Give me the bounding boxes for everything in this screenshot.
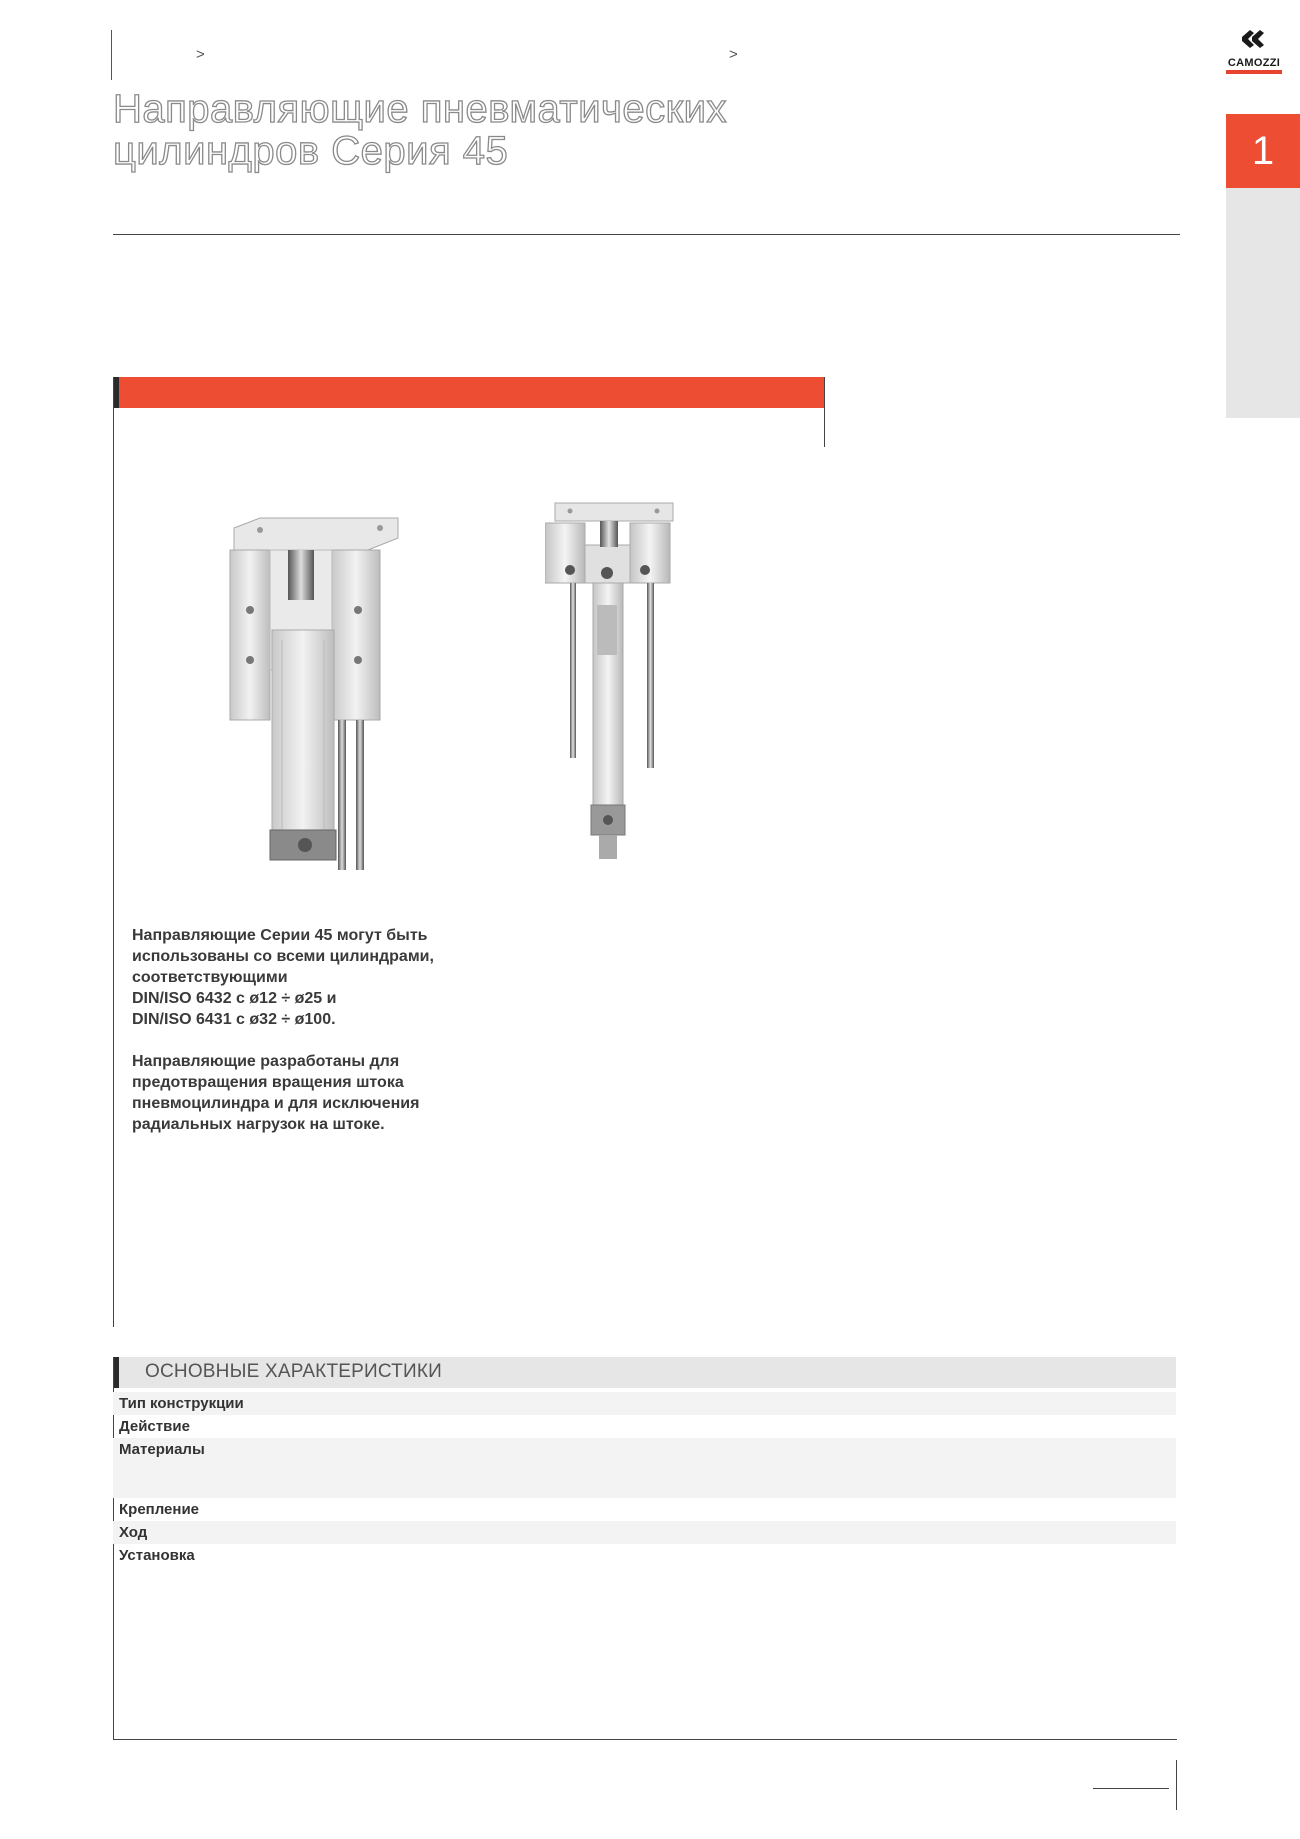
logo-brand-text: CAMOZZI xyxy=(1227,57,1281,69)
breadcrumb-divider xyxy=(111,30,112,80)
product-description xyxy=(132,925,462,1156)
row-label: Тип конструкции xyxy=(119,1395,244,1412)
description-line: Направляющие разработаны для xyxy=(132,1053,400,1070)
characteristics-frame-bottom xyxy=(113,1739,1177,1740)
characteristics-title: ОСНОВНЫЕ ХАРАКТЕРИСТИКИ xyxy=(145,1361,442,1382)
description-line: радиальных нагрузок на штоке. xyxy=(132,1116,385,1133)
table-row xyxy=(113,1415,1176,1438)
row-label: Крепление xyxy=(119,1501,200,1518)
table-row xyxy=(113,1544,1176,1567)
description-line: DIN/ISO 6432 с ø12 ÷ ø25 и xyxy=(132,990,337,1007)
section-frame-right xyxy=(824,377,825,447)
row-label: Материалы xyxy=(119,1441,205,1458)
section-header-bar xyxy=(113,377,825,408)
section-frame-left xyxy=(113,377,114,1327)
breadcrumb-separator: > xyxy=(196,46,205,63)
table-row xyxy=(113,1392,1176,1415)
row-label: Действие xyxy=(119,1418,190,1435)
logo-accent-bar xyxy=(1226,70,1282,74)
header-rule xyxy=(113,234,1180,235)
row-label: Установка xyxy=(119,1547,195,1564)
description-line: пневмоцилиндра и для исключения xyxy=(132,1095,420,1112)
table-row xyxy=(113,1438,1176,1498)
section-tab-number[interactable]: 1 xyxy=(1226,114,1300,188)
description-line: предотвращения вращения штока xyxy=(132,1074,404,1091)
table-row xyxy=(113,1498,1176,1521)
description-line: соответствующими xyxy=(132,969,288,986)
guide-unit-large-image xyxy=(220,510,405,875)
row-label: Ход xyxy=(119,1524,148,1541)
camozzi-logo xyxy=(1226,28,1282,76)
table-row xyxy=(113,1521,1176,1544)
guide-unit-slim-image xyxy=(545,495,680,875)
breadcrumb-separator: > xyxy=(729,46,738,63)
page-title-line: Направляющие пневматических xyxy=(113,87,727,131)
footer-divider xyxy=(1176,1760,1177,1810)
description-line: DIN/ISO 6431 с ø32 ÷ ø100. xyxy=(132,1011,336,1028)
characteristics-table xyxy=(113,1392,1176,1567)
page-title-line: цилиндров Серия 45 xyxy=(113,129,509,173)
description-line: Направляющие Серии 45 могут быть xyxy=(132,927,428,944)
footer-rule xyxy=(1093,1788,1169,1789)
description-paragraph xyxy=(132,1051,462,1135)
camozzi-emblem-icon xyxy=(1226,28,1282,50)
page-title xyxy=(113,88,873,172)
description-paragraph xyxy=(132,925,462,1030)
description-line: использованы со всеми цилиндрами, xyxy=(132,948,434,965)
